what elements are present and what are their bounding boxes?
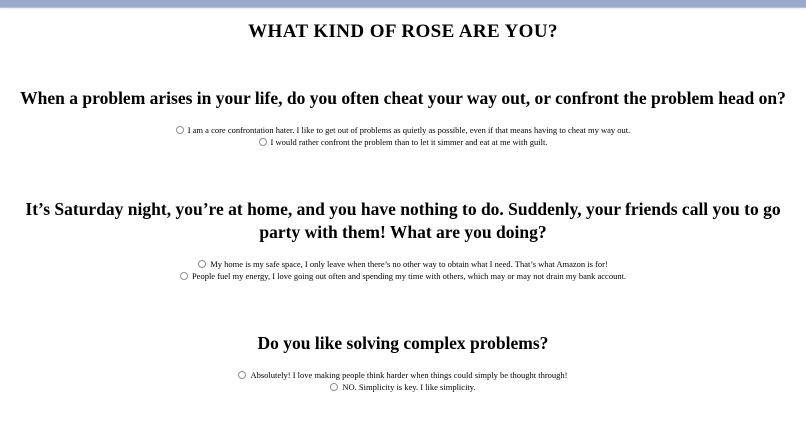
option-label: I am a core confrontation hater. I like to get out of problems as quietly as possible, even if that means having to cheat my way out. [187,125,631,135]
question-1-text: When a problem arises in your life, do you often cheat your way out, or confront the problem head on? [20,88,786,108]
question-block-1 [0,87,806,147]
top-accent-bar [0,0,806,8]
answer-option[interactable] [0,125,806,136]
question-3-text: Do you like solving complex problems? [257,333,549,353]
radio-button-icon[interactable] [198,260,206,268]
question-block-3 [0,332,806,392]
answer-option[interactable] [0,271,806,282]
answer-option[interactable] [0,382,806,393]
question-2-text: It’s Saturday night, you’re at home, and you have nothing to do. Suddenly, your friends call you to go party with them! What are you doing? [25,199,781,242]
quiz-title: WHAT KIND OF ROSE ARE YOU? [248,21,558,42]
option-label: Absolutely! I love making people think harder when things could simply be thought through! [250,370,568,380]
question-1-options [0,125,806,147]
option-label: People fuel my energy, I love going out often and spending my time with others, which may or may not drain my bank account. [191,270,627,281]
radio-button-icon[interactable] [180,272,188,280]
answer-option[interactable] [0,370,806,381]
radio-button-icon[interactable] [176,126,184,134]
radio-button-icon[interactable] [259,138,267,146]
option-label: I would rather confront the problem than to let it simmer and eat at me with guilt. [270,136,548,147]
radio-button-icon[interactable] [238,371,246,379]
option-label: NO. Simplicity is key. I like simplicity. [342,381,476,392]
answer-option[interactable] [0,259,806,270]
answer-option[interactable] [0,137,806,148]
question-block-2 [0,198,806,281]
question-3-options [0,370,806,392]
question-2-options [0,259,806,281]
option-label: My home is my safe space, I only leave when there’s no other way to obtain what I need. That’s what Amazon is for! [210,259,608,269]
radio-button-icon[interactable] [330,383,338,391]
